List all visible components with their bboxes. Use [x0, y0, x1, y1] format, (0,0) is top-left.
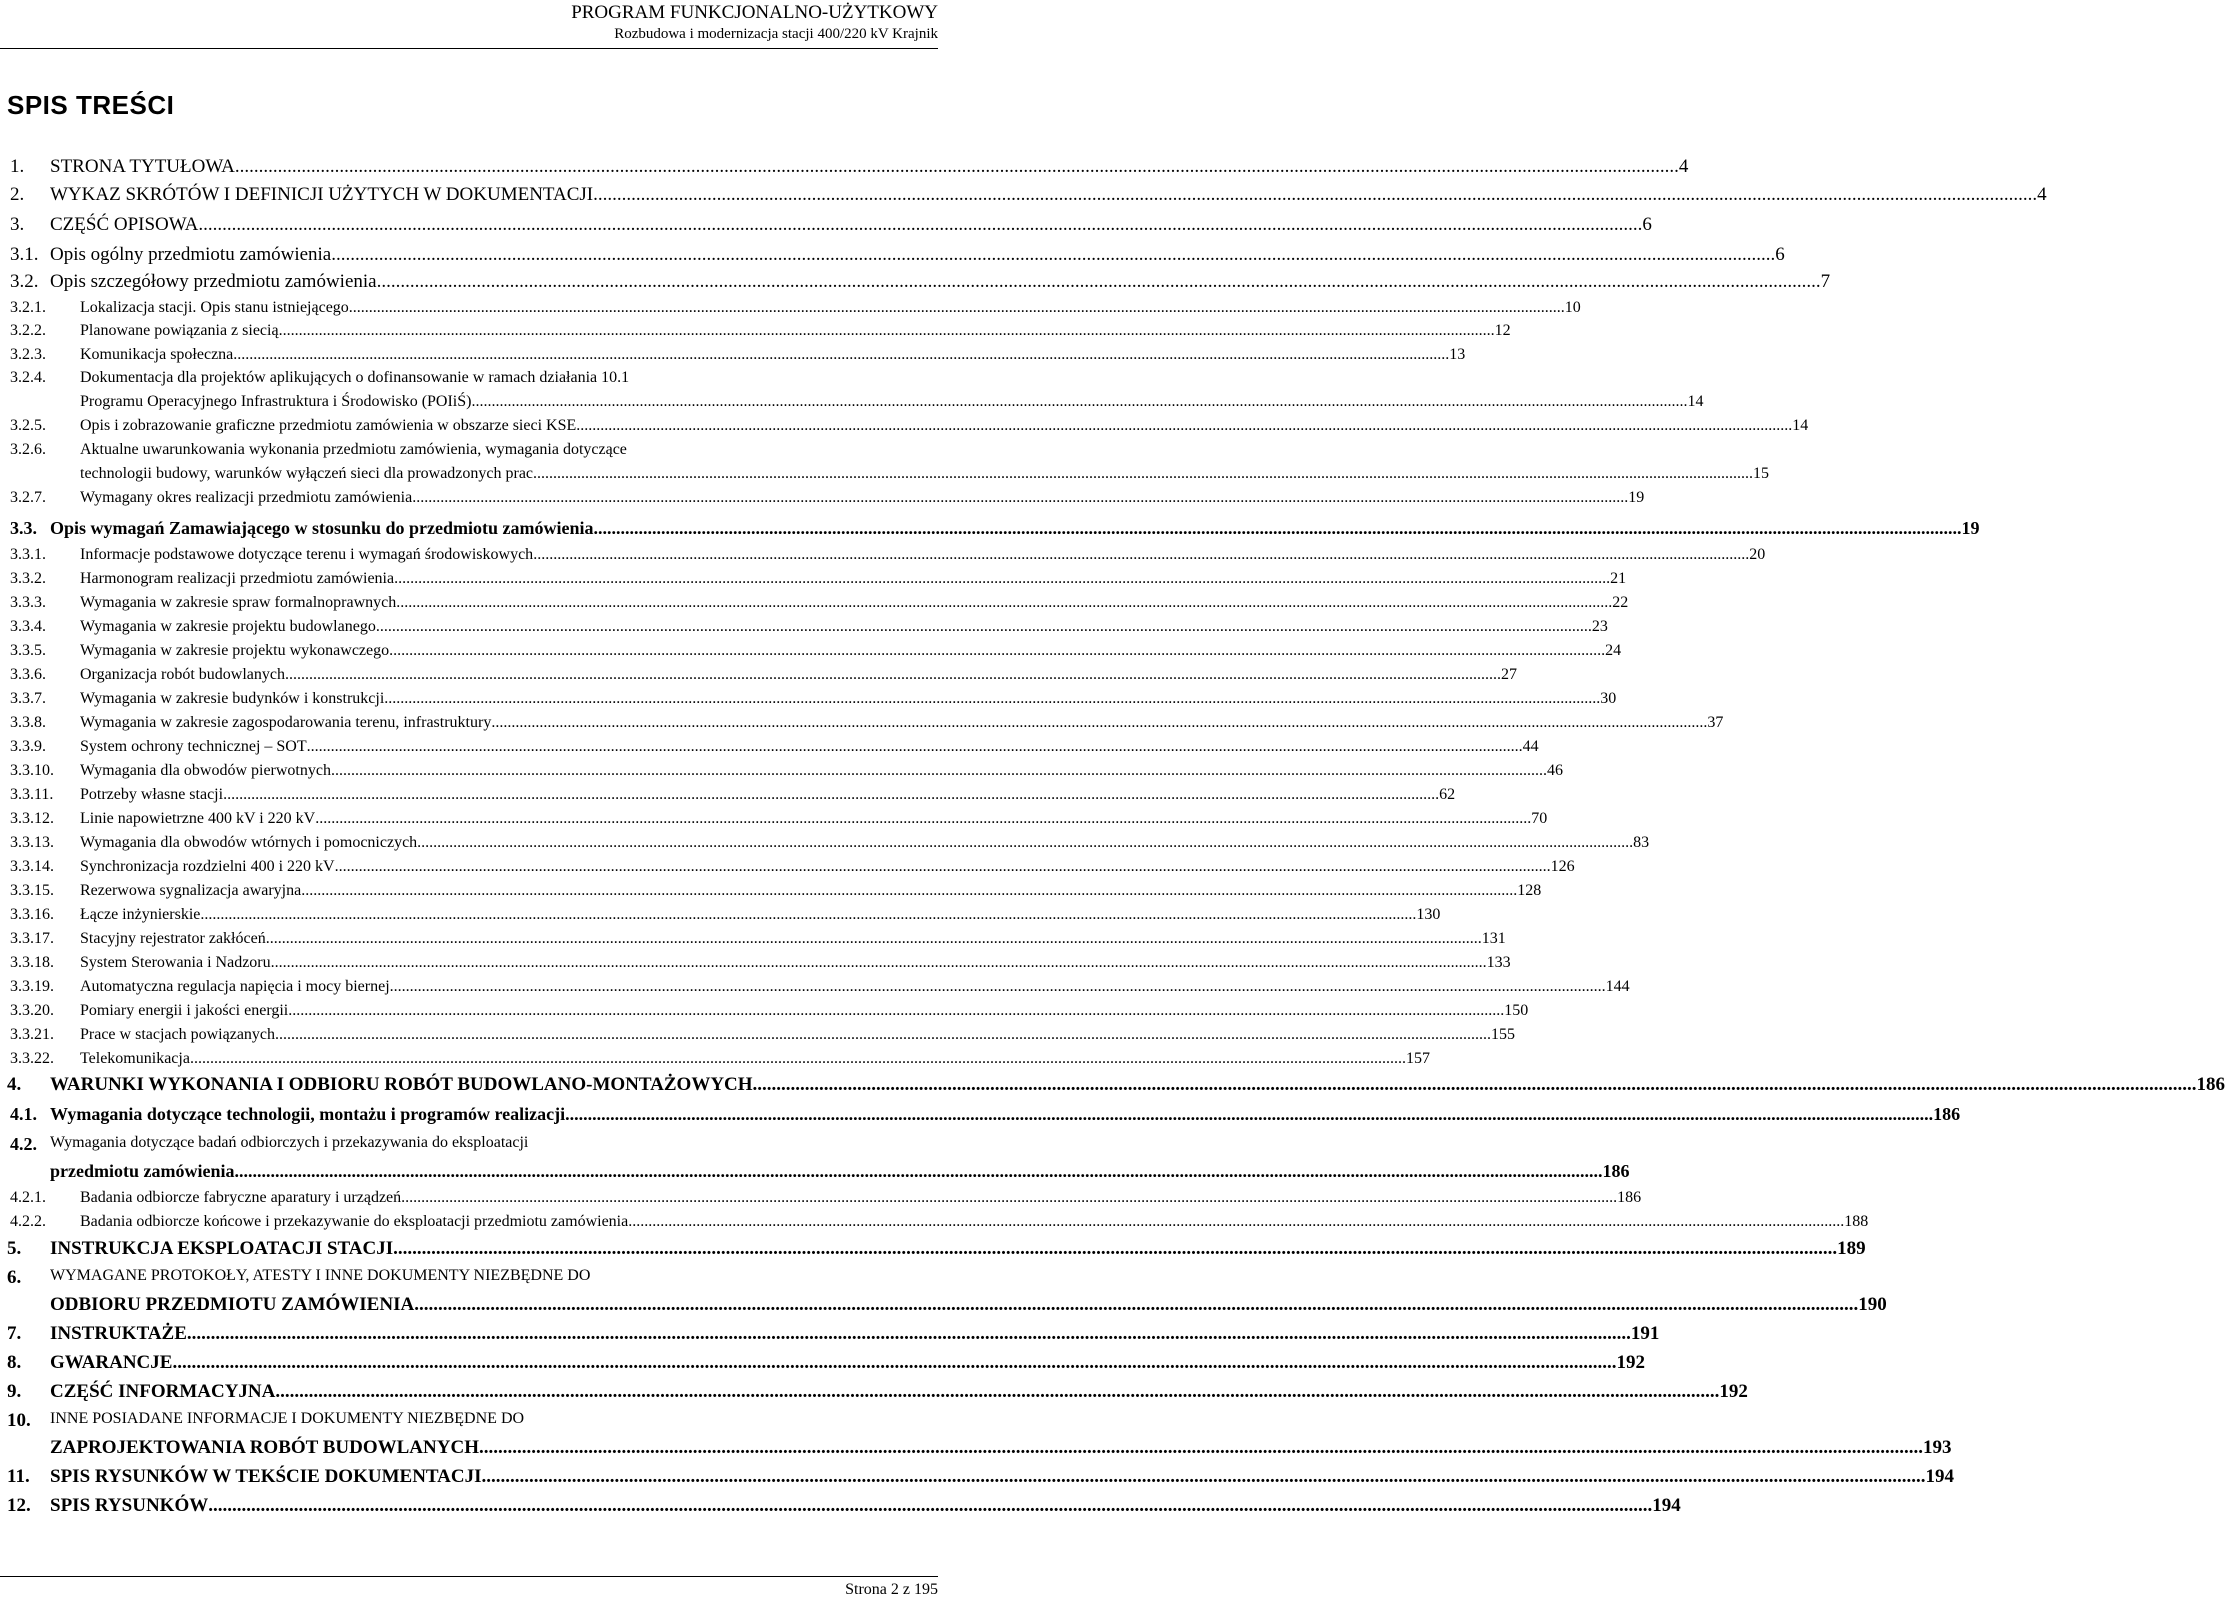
dot-leader: [593, 184, 2037, 206]
toc-entry-page: 194: [1652, 1495, 1681, 1516]
toc-entry-title: Prace w stacjach powiązanych: [80, 1026, 276, 1043]
dot-leader: [335, 858, 1551, 876]
toc-entry-page: 46: [1546, 762, 1563, 779]
toc-entry[interactable]: [0, 642, 1622, 666]
toc-entry[interactable]: [0, 184, 2047, 208]
dot-leader: [349, 299, 1565, 317]
dot-leader: [233, 346, 1449, 364]
toc-entry[interactable]: [0, 1189, 1642, 1213]
toc-entry-page: 27: [1500, 666, 1517, 683]
toc-entry-number: 4.1.: [10, 1104, 37, 1124]
toc-entry-page: 188: [1844, 1213, 1869, 1230]
dot-leader: [565, 1104, 1933, 1125]
dot-leader: [307, 738, 1523, 756]
toc-entry-title: Telekomunikacja: [80, 1050, 190, 1067]
toc-entry-number: 4.2.1.: [10, 1189, 46, 1206]
toc-entry-number: 3.3.16.: [10, 906, 54, 923]
toc-entry-number: 3.3.12.: [10, 810, 54, 827]
toc-entry[interactable]: [0, 1213, 1869, 1237]
toc-entry[interactable]: [0, 570, 1627, 594]
dot-leader: [390, 978, 1606, 996]
toc-entry-page: 19: [1628, 489, 1645, 506]
toc-entry-number: 6.: [7, 1267, 22, 1288]
toc-entry-title: Organizacja robót budowlanych: [80, 666, 285, 683]
toc-entry-title: Wymagania w zakresie budynków i konstrukcji: [80, 690, 385, 707]
toc-entry-page: 186: [1617, 1189, 1642, 1206]
dot-leader: [412, 489, 1628, 507]
toc-entry-title: GWARANCJE: [50, 1352, 173, 1373]
toc-entry-number: 3.3.10.: [10, 762, 54, 779]
dot-leader: [172, 1352, 1616, 1374]
toc-entry-page: 192: [1616, 1352, 1645, 1373]
toc-entry-number: 3.3.21.: [10, 1026, 54, 1043]
toc-entry[interactable]: [0, 714, 1724, 738]
toc-entry[interactable]: [0, 858, 1575, 882]
toc-entry[interactable]: [0, 690, 1617, 714]
toc-entry[interactable]: [0, 834, 1650, 858]
toc-entry-page: 186: [2196, 1074, 2225, 1095]
toc-entry-number: 10.: [7, 1410, 31, 1431]
toc-entry[interactable]: [0, 1238, 1866, 1262]
toc-entry-number: 2.: [10, 184, 25, 205]
dot-leader: [479, 1437, 1923, 1459]
page-title: SPIS TREŚCI: [7, 90, 175, 120]
toc-entry-page: 157: [1405, 1050, 1430, 1067]
toc-entry[interactable]: [0, 762, 1563, 786]
dot-leader: [235, 156, 1679, 178]
toc-entry-number: 9.: [7, 1381, 22, 1402]
dot-leader: [200, 906, 1416, 924]
toc-entry-page: 12: [1494, 322, 1511, 339]
toc-entry-title: INSTRUKCJA EKSPLOATACJI STACJI: [50, 1238, 394, 1259]
toc-entry-number: 3.3.11.: [10, 786, 54, 803]
toc-entry-number: 3.3.22.: [10, 1050, 54, 1067]
toc-entry[interactable]: [0, 618, 1608, 642]
toc-entry-title: Informacje podstawowe dotyczące terenu i wymagań środowiskowych: [80, 546, 534, 563]
toc-entry-page: 126: [1550, 858, 1575, 875]
toc-entry-number: 3.3.3.: [10, 594, 46, 611]
toc-entry-page: 83: [1633, 834, 1650, 851]
toc-entry-number: 3.3.2.: [10, 570, 46, 587]
dot-leader: [234, 1161, 1602, 1182]
toc-entry-title: Wymagania dla obwodów pierwotnych: [80, 762, 331, 779]
toc-entry[interactable]: [0, 271, 1831, 295]
dot-leader: [275, 1026, 1491, 1044]
toc-entry-title: Wymagania w zakresie projektu budowlanego: [80, 618, 376, 635]
dot-leader: [198, 214, 1642, 236]
toc-entry-page: 10: [1564, 299, 1581, 316]
toc-entry-title: Stacyjny rejestrator zakłóceń: [80, 930, 266, 947]
toc-entry-title: STRONA TYTUŁOWA: [50, 156, 235, 177]
toc-entry-number: 3.3.17.: [10, 930, 54, 947]
footer-divider: [0, 1576, 938, 1577]
toc-entry-title: Wymagania dotyczące technologii, montażu i programów realizacji: [50, 1104, 566, 1124]
toc-entry[interactable]: [0, 1104, 1961, 1128]
toc-entry[interactable]: [0, 978, 1630, 1002]
toc-entry-page: 37: [1707, 714, 1724, 731]
toc-entry-number: 3.3.: [10, 518, 37, 538]
toc-entry-number: 3.2.7.: [10, 489, 46, 506]
toc-entry-title: Wymagania dla obwodów wtórnych i pomocniczych: [80, 834, 418, 851]
dot-leader: [482, 1466, 1926, 1488]
toc-entry-page: 189: [1837, 1238, 1866, 1259]
toc-entry-title: Dokumentacja dla projektów aplikujących o dofinansowanie w ramach działania 10.1: [80, 369, 630, 386]
toc-entry[interactable]: [0, 1323, 1660, 1347]
dot-leader: [414, 1294, 1858, 1316]
toc-entry-title: System ochrony technicznej – SOT: [80, 738, 307, 755]
toc-entry-number: 3.3.8.: [10, 714, 46, 731]
toc-entry-page: 155: [1491, 1026, 1516, 1043]
dot-leader: [384, 690, 1600, 708]
toc-entry-number: 7.: [7, 1323, 22, 1344]
dot-leader: [266, 930, 1482, 948]
toc-entry[interactable]: [0, 346, 1466, 370]
dot-leader: [285, 666, 1501, 684]
toc-entry-title: WARUNKI WYKONANIA I ODBIORU ROBÓT BUDOWLANO-MONTAŻOWYCH: [50, 1074, 753, 1095]
toc-entry-title: Wymagany okres realizacji przedmiotu zamówienia: [80, 489, 413, 506]
dot-leader: [377, 271, 1821, 293]
toc-entry-page: 24: [1605, 642, 1622, 659]
toc-entry[interactable]: [0, 518, 1980, 542]
toc-entry-page: 44: [1522, 738, 1539, 755]
toc-entry-title-continuation: ODBIORU PRZEDMIOTU ZAMÓWIENIA: [50, 1294, 415, 1315]
dot-leader: [753, 1074, 2197, 1096]
toc-entry-title: Synchronizacja rozdzielni 400 i 220 kV: [80, 858, 335, 875]
toc-entry-number: 3.3.4.: [10, 618, 46, 635]
dot-leader: [594, 518, 1962, 539]
toc-entry[interactable]: [0, 930, 1506, 954]
toc-entry[interactable]: [0, 1267, 1887, 1315]
toc-entry-page: 128: [1517, 882, 1542, 899]
toc-entry-title: Wymagania w zakresie projektu wykonawczego: [80, 642, 390, 659]
dot-leader: [389, 642, 1605, 660]
toc-entry-number: 3.2.4.: [10, 369, 46, 386]
toc-entry[interactable]: [0, 1381, 1748, 1405]
toc-entry-title: Opis ogólny przedmiotu zamówienia: [50, 244, 332, 265]
toc-entry[interactable]: [0, 1495, 1681, 1519]
toc-entry-title: Potrzeby własne stacji: [80, 786, 224, 803]
toc-entry-page: 130: [1416, 906, 1441, 923]
toc-entry-title: Badania odbiorcze końcowe i przekazywanie do eksploatacji przedmiotu zamówienia: [80, 1213, 629, 1230]
toc-entry[interactable]: [0, 417, 1809, 441]
toc-entry[interactable]: [0, 214, 1652, 238]
toc-entry-title: Aktualne uwarunkowania wykonania przedmiotu zamówienia, wymagania dotyczące: [80, 441, 627, 458]
toc-entry-number: 3.3.9.: [10, 738, 46, 755]
toc-entry[interactable]: [0, 666, 1517, 690]
toc-entry-title: Wymagania w zakresie zagospodarowania terenu, infrastruktury: [80, 714, 492, 731]
toc-entry-title: Łącze inżynierskie: [80, 906, 201, 923]
toc-entry-number: 3.1.: [10, 244, 39, 265]
toc-entry-title: Lokalizacja stacji. Opis stanu istniejącego: [80, 299, 349, 316]
toc-entry[interactable]: [0, 322, 1511, 346]
toc-entry[interactable]: [0, 1026, 1516, 1050]
toc-entry-title: Rezerwowa sygnalizacja awaryjna: [80, 882, 302, 899]
toc-entry-title: Wymagania dotyczące badań odbiorczych i przekazywania do eksploatacji: [50, 1134, 529, 1151]
toc-entry-page: 19: [1961, 518, 1980, 538]
toc-entry-number: 3.2.5.: [10, 417, 46, 434]
toc-entry-page: 13: [1449, 346, 1466, 363]
toc-entry-number: 3.2.2.: [10, 322, 46, 339]
dot-leader: [401, 1189, 1617, 1207]
page-number: Strona 2 z 195: [845, 1581, 938, 1598]
toc-entry-title: Opis szczegółowy przedmiotu zamówienia: [50, 271, 377, 292]
toc-entry[interactable]: [0, 244, 1785, 268]
toc-entry-number: 3.3.14.: [10, 858, 54, 875]
toc-entry-number: 1.: [10, 156, 25, 177]
toc-entry-page: 186: [1933, 1104, 1961, 1124]
toc-entry-title: SPIS RYSUNKÓW W TEKŚCIE DOKUMENTACJI: [50, 1466, 482, 1487]
dot-leader: [187, 1323, 1631, 1345]
toc-entry[interactable]: [0, 546, 1766, 570]
toc-entry-page: 30: [1600, 690, 1617, 707]
toc-entry-page: 14: [1687, 393, 1704, 410]
toc-entry-number: 3.: [10, 214, 25, 235]
dot-leader: [301, 882, 1517, 900]
toc-entry[interactable]: [0, 1410, 1952, 1458]
toc-entry[interactable]: [0, 882, 1542, 906]
toc-entry-title: CZĘŚĆ INFORMACYJNA: [50, 1381, 276, 1402]
dot-leader: [208, 1495, 1652, 1517]
toc-entry-number: 3.3.1.: [10, 546, 46, 563]
toc-entry-page: 20: [1749, 546, 1766, 563]
dot-leader: [190, 1050, 1406, 1068]
toc-entry-number: 3.3.13.: [10, 834, 54, 851]
toc-entry-page: 6: [1642, 214, 1652, 235]
toc-entry-number: 8.: [7, 1352, 22, 1373]
dot-leader: [394, 570, 1610, 588]
toc-entry[interactable]: [0, 954, 1511, 978]
toc-entry-page: 186: [1602, 1161, 1630, 1181]
toc-entry[interactable]: [0, 299, 1581, 323]
toc-entry-page: 7: [1820, 271, 1831, 292]
dot-leader: [331, 244, 1775, 266]
toc-entry-page: 14: [1792, 417, 1809, 434]
dot-leader: [533, 546, 1749, 564]
toc-entry[interactable]: [0, 1134, 1630, 1181]
toc-entry-title: Harmonogram realizacji przedmiotu zamówienia: [80, 570, 395, 587]
toc-entry-page: 15: [1753, 465, 1770, 482]
toc-entry-number: 3.2.3.: [10, 346, 46, 363]
toc-entry-title-continuation: przedmiotu zamówienia: [50, 1161, 235, 1181]
toc-entry[interactable]: [0, 810, 1548, 834]
toc-entry-number: 4.2.: [10, 1134, 37, 1154]
toc-entry-page: 62: [1439, 786, 1456, 803]
toc-entry-page: 70: [1531, 810, 1548, 827]
dot-leader: [576, 417, 1792, 435]
dot-leader: [471, 393, 1687, 411]
toc-entry-page: 194: [1925, 1466, 1955, 1487]
dot-leader: [628, 1213, 1844, 1231]
toc-entry-number: 3.3.20.: [10, 1002, 54, 1019]
dot-leader: [537, 465, 1753, 483]
toc-entry-title: WYKAZ SKRÓTÓW I DEFINICJI UŻYTYCH W DOKUMENTACJI: [50, 184, 594, 205]
toc-entry-page: 21: [1610, 570, 1627, 587]
toc-entry-title: INNE POSIADANE INFORMACJE I DOKUMENTY NIEZBĘDNE DO: [50, 1410, 525, 1427]
toc-entry-number: 3.2.: [10, 271, 39, 292]
toc-entry-title: Komunikacja społeczna: [80, 346, 234, 363]
toc-entry-number: 3.3.18.: [10, 954, 54, 971]
toc-entry-title: Planowane powiązania z siecią: [80, 322, 279, 339]
toc-entry[interactable]: [0, 1050, 1430, 1074]
toc-entry-page: 190: [1858, 1294, 1887, 1315]
toc-entry-page: 4: [1678, 156, 1689, 177]
toc-entry-title: Opis wymagań Zamawiającego w stosunku do przedmiotu zamówienia: [50, 518, 594, 538]
toc-entry[interactable]: [0, 369, 1704, 410]
dot-leader: [223, 786, 1439, 804]
dot-leader: [275, 1381, 1719, 1403]
toc-entry-title: WYMAGANE PROTOKOŁY, ATESTY I INNE DOKUMENTY NIEZBĘDNE DO: [50, 1267, 591, 1284]
toc-entry[interactable]: [0, 906, 1441, 930]
toc-entry-number: 3.2.6.: [10, 441, 46, 458]
toc-entry-title-continuation: technologii budowy, warunków wyłączeń sieci dla prowadzonych prac.: [80, 465, 538, 482]
toc-entry-title: Badania odbiorcze fabryczne aparatury i urządzeń: [80, 1189, 402, 1206]
toc-entry-number: 12.: [7, 1495, 31, 1516]
toc-entry-title: Wymagania w zakresie spraw formalnoprawnych: [80, 594, 397, 611]
toc-entry-page: 6: [1775, 244, 1785, 265]
dot-leader: [417, 834, 1633, 852]
toc-entry-number: 4.: [7, 1074, 22, 1095]
toc-entry-number: 3.2.1.: [10, 299, 46, 316]
toc-entry[interactable]: [0, 1466, 1955, 1490]
toc-entry-page: 150: [1504, 1002, 1529, 1019]
toc-entry-page: 23: [1591, 618, 1608, 635]
toc-entry-title: Automatyczna regulacja napięcia i mocy biernej: [80, 978, 390, 995]
header-program-title: PROGRAM FUNKCJONALNO-UŻYTKOWY: [571, 2, 938, 23]
toc-entry-number: 3.3.15.: [10, 882, 54, 899]
toc-entry-page: 191: [1630, 1323, 1660, 1344]
toc-entry-number: 3.3.5.: [10, 642, 46, 659]
toc-entry-title: Linie napowietrzne 400 kV i 220 kV: [80, 810, 316, 827]
toc-entry[interactable]: [0, 738, 1539, 762]
toc-entry-number: 5.: [7, 1238, 22, 1259]
toc-entry-number: 3.3.7.: [10, 690, 46, 707]
toc-entry-title: INSTRUKTAŻE: [50, 1323, 187, 1344]
toc-entry[interactable]: [0, 1352, 1645, 1376]
toc-entry[interactable]: [0, 1074, 2225, 1098]
toc-entry[interactable]: [0, 441, 1770, 482]
dot-leader: [331, 762, 1547, 780]
toc-entry-title-continuation: ZAPROJEKTOWANIA ROBÓT BUDOWLANYCH: [50, 1437, 479, 1458]
toc-entry[interactable]: [0, 594, 1629, 618]
dot-leader: [279, 322, 1495, 340]
toc-entry-number: 4.2.2.: [10, 1213, 46, 1230]
toc-entry[interactable]: [0, 786, 1456, 810]
toc-entry-page: 144: [1605, 978, 1630, 995]
toc-entry-number: 11.: [7, 1466, 30, 1487]
toc-entry[interactable]: [0, 489, 1645, 513]
toc-entry-title: SPIS RYSUNKÓW: [50, 1495, 209, 1516]
toc-entry-title: System Sterowania i Nadzoru: [80, 954, 271, 971]
toc-entry-page: 131: [1481, 930, 1506, 947]
toc-entry-number: 3.3.19.: [10, 978, 54, 995]
toc-entry-number: 3.3.6.: [10, 666, 46, 683]
toc-entry-page: 4: [2037, 184, 2047, 205]
toc-entry-page: 193: [1922, 1437, 1952, 1458]
toc-entry-title: CZĘŚĆ OPISOWA: [50, 214, 199, 235]
dot-leader: [393, 1238, 1837, 1260]
dot-leader: [376, 618, 1592, 636]
toc-entry-title: Opis i zobrazowanie graficzne przedmiotu zamówienia w obszarze sieci KSE: [80, 417, 577, 434]
dot-leader: [315, 810, 1531, 828]
toc-entry-page: 133: [1486, 954, 1511, 971]
header-project-title: Rozbudowa i modernizacja stacji 400/220 kV Krajnik: [614, 26, 938, 42]
dot-leader: [288, 1002, 1504, 1020]
toc-entry[interactable]: [0, 156, 1689, 180]
toc-entry-title-continuation: Programu Operacyjnego Infrastruktura i Środowisko (POIiŚ): [80, 393, 472, 410]
toc-entry-page: 192: [1719, 1381, 1748, 1402]
dot-leader: [396, 594, 1612, 612]
toc-entry[interactable]: [0, 1002, 1529, 1026]
dot-leader: [491, 714, 1707, 732]
toc-entry-page: 22: [1612, 594, 1629, 611]
toc-entry-title: Pomiary energii i jakości energii: [80, 1002, 289, 1019]
dot-leader: [271, 954, 1487, 972]
